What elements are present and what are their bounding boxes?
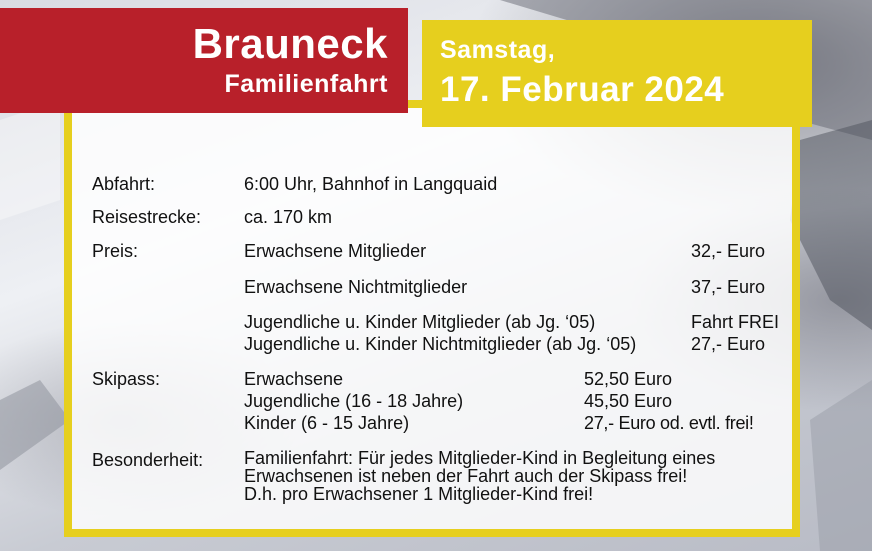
price-row-value: 32,- Euro (691, 241, 766, 261)
skipass-row-value: 45,50 Euro (584, 391, 673, 411)
price-row-name: Jugendliche u. Kinder Mitglieder (ab Jg. ‘05) (244, 312, 596, 332)
label-preis: Preis: (92, 241, 139, 261)
skipass-row-value: 27,- Euro od. evtl. frei! (584, 413, 754, 433)
page-subtitle: Familienfahrt (224, 70, 388, 98)
title-banner (0, 8, 408, 113)
date-day: Samstag, (440, 36, 556, 64)
besonderheit-line: Erwachsenen ist neben der Fahrt auch der Skipass frei! (244, 466, 688, 486)
price-row-name: Erwachsene Mitglieder (244, 241, 427, 261)
price-row-value: 37,- Euro (691, 277, 766, 297)
value-reisestrecke: ca. 170 km (244, 207, 333, 227)
price-row-name: Jugendliche u. Kinder Nichtmitglieder (ab Jg. ‘05) (244, 334, 637, 354)
skipass-row-value: 52,50 Euro (584, 369, 673, 389)
skipass-row-name: Jugendliche (16 - 18 Jahre) (244, 391, 464, 411)
label-skipass: Skipass: (92, 369, 161, 389)
date-full: 17. Februar 2024 (440, 70, 725, 109)
skipass-row-name: Kinder (6 - 15 Jahre) (244, 413, 410, 433)
label-reisestrecke: Reisestrecke: (92, 207, 202, 227)
value-abfahrt: 6:00 Uhr, Bahnhof in Langquaid (244, 174, 498, 194)
price-row-value: Fahrt FREI (691, 312, 780, 332)
price-row-name: Erwachsene Nichtmitglieder (244, 277, 468, 297)
price-row-value: 27,- Euro (691, 334, 766, 354)
date-banner (422, 20, 812, 127)
besonderheit-line: D.h. pro Erwachsener 1 Mitglieder-Kind frei! (244, 484, 594, 504)
skipass-row-name: Erwachsene (244, 369, 344, 389)
label-abfahrt: Abfahrt: (92, 174, 156, 194)
besonderheit-line: Familienfahrt: Für jedes Mitglieder-Kind in Begleitung eines (244, 448, 716, 468)
label-besonderheit: Besonderheit: (92, 450, 204, 470)
page-title: Brauneck (192, 20, 388, 67)
